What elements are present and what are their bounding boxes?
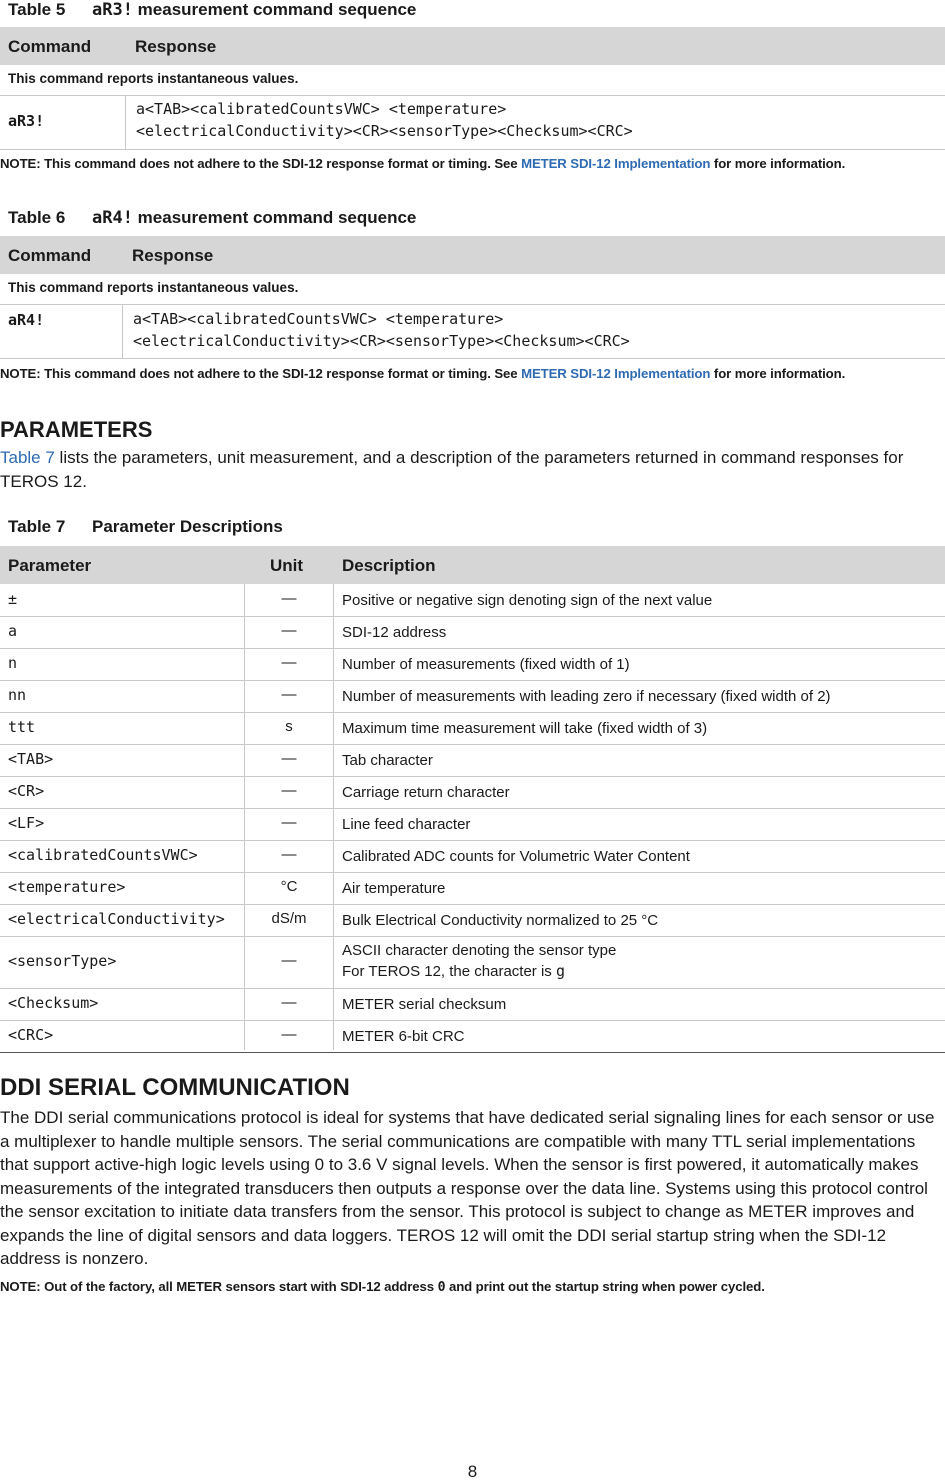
table7-unit-cell: —	[281, 814, 297, 831]
table6-row-command: aR4!	[8, 311, 45, 329]
table7-description-text: ASCII character denoting the sensor type	[342, 942, 617, 959]
ddi-body: The DDI serial communications protocol is ideal for systems that have dedicated serial signaling lines for each sensor or use a multiplexer to handle multiple sensors. The serial communications are compatible with many TTL serial implementations that support active-high logic levels using 0 to 3.6 V signal levels. When the sensor is first powered, it automatically makes measurements of the integrated transducers then outputs a response over the data line. Systems using this protocol control the sensor excitation to initiate data transfers from the sensor. This protocol is subject to change as METER improves and expands the line of digital sensors and data loggers. TEROS 12 will omit the DDI serial startup string when the SDI-12 address is nonzero.	[0, 1108, 935, 1268]
table7-header-description: Description	[342, 556, 436, 575]
table7-param-cell: ttt	[8, 718, 36, 736]
table7-description-text: METER 6-bit CRC	[342, 1028, 465, 1045]
ddi-note-suffix: and print out the startup string when power cycled.	[445, 1279, 765, 1294]
ddi-note-text: NOTE: Out of the factory, all METER sensors start with SDI-12 address	[0, 1279, 438, 1294]
table7-row	[0, 584, 945, 616]
table5-caption-title: measurement command sequence	[132, 0, 417, 19]
table7-unit-cell: —	[281, 782, 297, 799]
table6-note-suffix: for more information.	[710, 366, 846, 381]
table7-caption	[8, 517, 283, 537]
table7-row	[0, 616, 945, 648]
table7-unit-cell: —	[281, 750, 297, 767]
table7-description-cell	[342, 878, 445, 899]
table5-response-line1: a<TAB><calibratedCountsVWC> <temperature>	[136, 100, 507, 118]
table7-param-cell: <calibratedCountsVWC>	[8, 846, 198, 864]
table7-description-cell	[342, 590, 712, 611]
table7-unit-cell: —	[281, 622, 297, 639]
parameters-intro-text: lists the parameters, unit measurement, and a description of the parameters returned in command responses for TEROS 12.	[0, 448, 904, 491]
table7-description-text: Number of measurements (fixed width of 1)	[342, 656, 630, 673]
table7-description-cell	[342, 782, 510, 803]
table5-bottom-border	[0, 149, 945, 150]
table5-number: Table 5	[8, 0, 66, 19]
table7-param-cell: <temperature>	[8, 878, 126, 896]
table7-header-parameter: Parameter	[8, 556, 92, 575]
table5-divider	[0, 95, 945, 96]
table7-unit-cell: —	[281, 686, 297, 703]
table7-row	[0, 808, 945, 840]
table6-row-response	[133, 308, 630, 352]
table6-response-line2: <electricalConductivity><CR><sensorType><Checksum><CRC>	[133, 332, 630, 350]
table7-title: Parameter Descriptions	[92, 517, 283, 536]
table7-row	[0, 680, 945, 712]
ddi-note	[0, 1279, 765, 1295]
table7-description-cell	[342, 940, 616, 982]
table7-header-row	[0, 546, 945, 584]
table5-note-suffix: for more information.	[710, 156, 846, 171]
table7-description-text: Positive or negative sign denoting sign of the next value	[342, 592, 713, 609]
table7-param-cell: <LF>	[8, 814, 45, 832]
table7-description-cell	[342, 718, 707, 739]
table5-note-text: NOTE: This command does not adhere to the SDI-12 response format or timing. See	[0, 156, 522, 171]
table6-note-link[interactable]: METER SDI-12 Implementation	[521, 366, 711, 381]
page-number: 8	[467, 1462, 478, 1481]
table5-caption-command: aR3!	[92, 0, 133, 20]
table6-response-line1: a<TAB><calibratedCountsVWC> <temperature>	[133, 310, 504, 328]
table7-param-cell: <Checksum>	[8, 994, 99, 1012]
table7-number: Table 7	[8, 517, 66, 536]
table6-number: Table 6	[8, 208, 66, 227]
table5-column-divider	[125, 95, 126, 149]
table7-unit-cell: —	[281, 654, 297, 671]
table5-note	[0, 156, 845, 171]
table7-description-text: Line feed character	[342, 816, 471, 833]
table6-caption	[8, 208, 416, 228]
table7-param-cell: <electricalConductivity>	[8, 910, 225, 928]
table5-header-response: Response	[135, 37, 217, 56]
table7-description-text: Number of measurements with leading zero if necessary (fixed width of 2)	[342, 688, 831, 705]
table7-description-cell	[342, 814, 470, 835]
table7-description-text: Air temperature	[342, 880, 446, 897]
table7-param-cell: ±	[8, 590, 18, 608]
parameters-heading: PARAMETERS	[0, 417, 153, 442]
table6-header-response: Response	[132, 246, 214, 265]
table7-param-cell: n	[8, 654, 18, 672]
table5-response-line2: <electricalConductivity><CR><sensorType><Checksum><CRC>	[136, 122, 633, 140]
table7-description-cell	[342, 654, 630, 675]
table7-param-cell: <TAB>	[8, 750, 54, 768]
table7-param-cell: nn	[8, 686, 27, 704]
table7-unit-cell: —	[281, 1026, 297, 1043]
table7-param-cell: a	[8, 622, 18, 640]
table7-description-text: METER serial checksum	[342, 996, 507, 1013]
table7-header-unit: Unit	[270, 556, 304, 575]
table7-row	[0, 936, 945, 988]
table7-unit-cell: —	[281, 994, 297, 1011]
table7-description-cell	[342, 622, 446, 643]
table7-param-cell: <CR>	[8, 782, 45, 800]
table7-unit-cell: dS/m	[271, 910, 307, 927]
table7-description-text: Bulk Electrical Conductivity normalized to 25 °C	[342, 912, 659, 929]
table7-row	[0, 872, 945, 904]
table7-row	[0, 776, 945, 808]
table7-row	[0, 840, 945, 872]
table7-description-cell	[342, 994, 506, 1015]
table5-caption	[8, 0, 416, 20]
table5-subtitle: This command reports instantaneous values.	[8, 71, 299, 86]
table5-header-command: Command	[8, 37, 92, 56]
table7-param-cell: <sensorType>	[8, 952, 117, 970]
parameters-intro	[0, 446, 945, 493]
table5-row-command: aR3!	[8, 112, 45, 130]
table7-row	[0, 712, 945, 744]
table7-unit-cell: °C	[280, 878, 298, 895]
table6-bottom-border	[0, 358, 945, 359]
table7-link[interactable]: Table 7	[0, 448, 55, 467]
table7-description-line2	[342, 961, 616, 982]
table6-subtitle: This command reports instantaneous values.	[8, 280, 299, 295]
table7-description-cell	[342, 846, 690, 867]
table6-caption-command: aR4!	[92, 208, 133, 228]
table7-unit-cell: —	[281, 590, 297, 607]
table7-unit-cell: s	[285, 718, 293, 735]
table7-row	[0, 904, 945, 936]
table6-divider	[0, 304, 945, 305]
table5-row-response	[136, 98, 633, 142]
table7-unit-cell: —	[281, 952, 297, 969]
table7-row	[0, 988, 945, 1020]
table7-unit-cell: —	[281, 846, 297, 863]
table7-param-cell: <CRC>	[8, 1026, 54, 1044]
table7-description-text: Tab character	[342, 752, 433, 769]
table5-note-link[interactable]: METER SDI-12 Implementation	[521, 156, 711, 171]
table7-row-border	[0, 1052, 945, 1053]
table7-description-cell	[342, 910, 658, 931]
table6-note-text: NOTE: This command does not adhere to the SDI-12 response format or timing. See	[0, 366, 522, 381]
table7-row	[0, 648, 945, 680]
table7-description-text: Carriage return character	[342, 784, 510, 801]
table7-description-cell	[342, 750, 433, 771]
table7-description-text: Calibrated ADC counts for Volumetric Water Content	[342, 848, 690, 865]
ddi-heading: DDI SERIAL COMMUNICATION	[0, 1074, 350, 1101]
table5-header-row	[0, 27, 945, 65]
table6-header-row	[0, 236, 945, 274]
table7-row	[0, 1020, 945, 1052]
table7-row	[0, 744, 945, 776]
table7-description-text: SDI-12 address	[342, 624, 447, 641]
table6-column-divider	[122, 304, 123, 358]
sensor-type-character: g	[555, 962, 566, 980]
table7-description-line2-text: For TEROS 12, the character is	[342, 963, 556, 980]
table6-note	[0, 366, 845, 381]
table7-description-cell	[342, 686, 831, 707]
table7-description-cell	[342, 1026, 465, 1047]
table6-header-command: Command	[8, 246, 92, 265]
table6-caption-title: measurement command sequence	[132, 208, 417, 227]
ddi-note-address: 0	[437, 1280, 446, 1295]
table7-description-text: Maximum time measurement will take (fixed width of 3)	[342, 720, 708, 737]
